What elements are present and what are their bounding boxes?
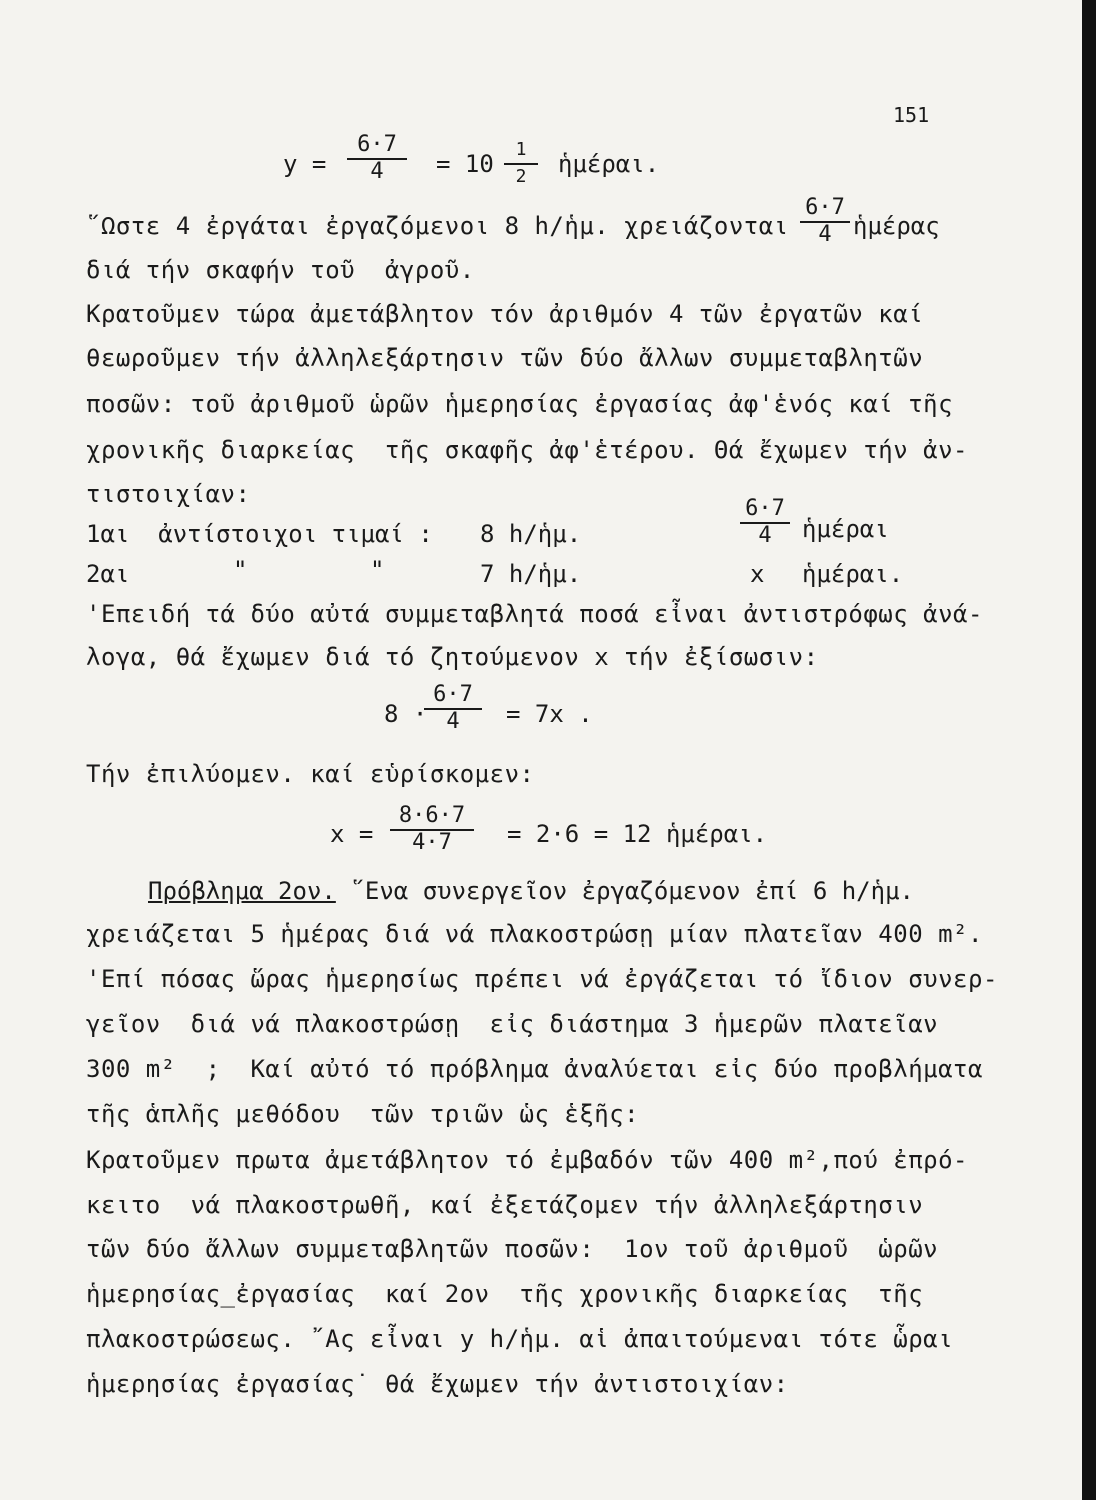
l1-numerator: 6·7 xyxy=(800,196,850,223)
text-line-4: θεωροῦμεν τήν ἀλληλεξάρτησιν τῶν δύο ἄλλων συμμεταβλητῶν xyxy=(86,344,924,372)
eq3-rhs: = 2·6 = 12 ἡμέραι. xyxy=(507,820,768,848)
text-line-12: χρειάζεται 5 ἡμέρας διά νά πλακοστρώσῃ μίαν πλατεῖαν 400 m². xyxy=(86,920,983,948)
eq3-denominator: 4·7 xyxy=(412,830,452,855)
row1-denominator: 4 xyxy=(758,523,772,548)
eq1-lhs: y = xyxy=(283,150,327,178)
text-line-5: ποσῶν: τοῦ ἀριθμοῦ ὡρῶν ἡμερησίας ἐργασίας ἀφ'ἑνός καί τῆς xyxy=(86,390,954,418)
row2-days: ἡμέραι. xyxy=(802,560,904,588)
text-line-13: 'Επί πόσας ὥρας ἡμερησίως πρέπει νά ἐργάζεται τό ἴδιον συνερ- xyxy=(86,965,998,993)
text-line-19: τῶν δύο ἄλλων συμμεταβλητῶν ποσῶν: 1ον τοῦ ἀριθμοῦ ὡρῶν xyxy=(86,1235,939,1263)
page-number: 151 xyxy=(893,103,930,127)
eq1-numerator: 6·7 xyxy=(347,133,407,160)
text-line-6: χρονικῆς διαρκείας τῆς σκαφῆς ἀφ'ἑτέρου. Θά ἔχωμεν τήν ἀν- xyxy=(86,436,969,464)
row1-days: ἡμέραι xyxy=(802,515,889,543)
eq1-unit: ἡμέραι. xyxy=(558,150,660,178)
row1-hours: 8 h/ἡμ. xyxy=(480,520,582,548)
text-line-10: Τήν ἐπιλύομεν. καί εὑρίσκομεν: xyxy=(86,760,535,788)
text-line-17: Κρατοῦμεν πρωτα ἀμετάβλητον τό ἐμβαδόν τῶν 400 m²,πού ἐπρό- xyxy=(86,1146,969,1174)
eq2-numerator: 6·7 xyxy=(424,683,482,710)
text-line-21: πλακοστρώσεως. ῎Ας εἶναι y h/ἡμ. αἱ ἀπαιτούμεναι τότε ὧραι xyxy=(86,1325,954,1353)
text-line-3: Κρατοῦμεν τώρα ἀμετάβλητον τόν ἀριθμόν 4 τῶν ἐργατῶν καί xyxy=(86,300,924,328)
eq3-fraction xyxy=(390,804,474,855)
eq1-denominator: 4 xyxy=(370,159,384,184)
eq3-numerator: 8·6·7 xyxy=(390,804,474,831)
eq1-fraction xyxy=(347,133,407,184)
text-line-1: ῞Ωστε 4 ἐργάται ἐργαζόμενοι 8 h/ἡμ. χρειάζονται xyxy=(86,212,789,240)
text-line-8: 'Επειδή τά δύο αὐτά συμμεταβλητά ποσά εἶναι ἀντιστρόφως ἀνά- xyxy=(86,600,983,628)
eq1-frac-num: 1 xyxy=(504,138,538,165)
eq2-denominator: 4 xyxy=(446,709,460,734)
text-line-15: 300 m² ; Καί αὐτό τό πρόβλημα ἀναλύεται εἰς δύο προβλήματα xyxy=(86,1055,983,1083)
eq1-mixed-fraction xyxy=(504,138,538,189)
l1-unit: ἡμέρας xyxy=(853,212,940,240)
scan-edge xyxy=(1082,0,1096,1500)
l1-fraction xyxy=(800,196,850,247)
eq2-fraction xyxy=(424,683,482,734)
text-line-7: τιστοιχίαν: xyxy=(86,480,251,508)
l1-denominator: 4 xyxy=(818,222,832,247)
text-line-20: ἡμερησίας_ἐργασίας καί 2ον τῆς χρονικῆς διαρκείας τῆς xyxy=(86,1280,924,1308)
text-line-16: τῆς ἁπλῆς μεθόδου τῶν τριῶν ὡς ἑξῆς: xyxy=(86,1100,640,1128)
row2-label: 2αι xyxy=(86,560,130,588)
text-line-9: λογα, θά ἔχωμεν διά τό ζητούμενον x τήν ἐξίσωσιν: xyxy=(86,643,819,671)
eq1-frac-den: 2 xyxy=(515,166,527,187)
text-line-18: κειτο νά πλακοστρωθῆ, καί ἐξετάζομεν τήν ἀλληλεξάρτησιν xyxy=(86,1191,924,1219)
row2-unknown: x xyxy=(750,560,765,588)
problem-text-start: ῞Ενα συνεργεῖον ἐργαζόμενον ἐπί 6 h/ἡμ. xyxy=(336,877,914,905)
eq2-rhs: = 7x . xyxy=(506,700,593,728)
row2-ditto-2: " xyxy=(370,556,385,584)
text-line-22: ἡμερησίας ἐργασίας˙ θά ἔχωμεν τήν ἀντιστοιχίαν: xyxy=(86,1370,789,1398)
row1-label: 1αι ἀντίστοιχοι τιμαί : xyxy=(86,520,433,548)
text-line-14: γεῖον διά νά πλακοστρώσῃ εἰς διάστημα 3 ἡμερῶν πλατεῖαν xyxy=(86,1010,939,1038)
eq3-lhs: x = xyxy=(330,820,374,848)
row1-fraction xyxy=(740,497,790,548)
text-line-2: διά τήν σκαφήν τοῦ ἀγροῦ. xyxy=(86,256,475,284)
eq2-lhs: 8 · xyxy=(384,700,428,728)
row1-numerator: 6·7 xyxy=(740,497,790,524)
eq1-middle: = 10 xyxy=(436,150,494,178)
row2-hours: 7 h/ἡμ. xyxy=(480,560,582,588)
row2-ditto-1: " xyxy=(233,556,248,584)
problem-heading: Πρόβλημα 2ον. xyxy=(148,877,336,905)
